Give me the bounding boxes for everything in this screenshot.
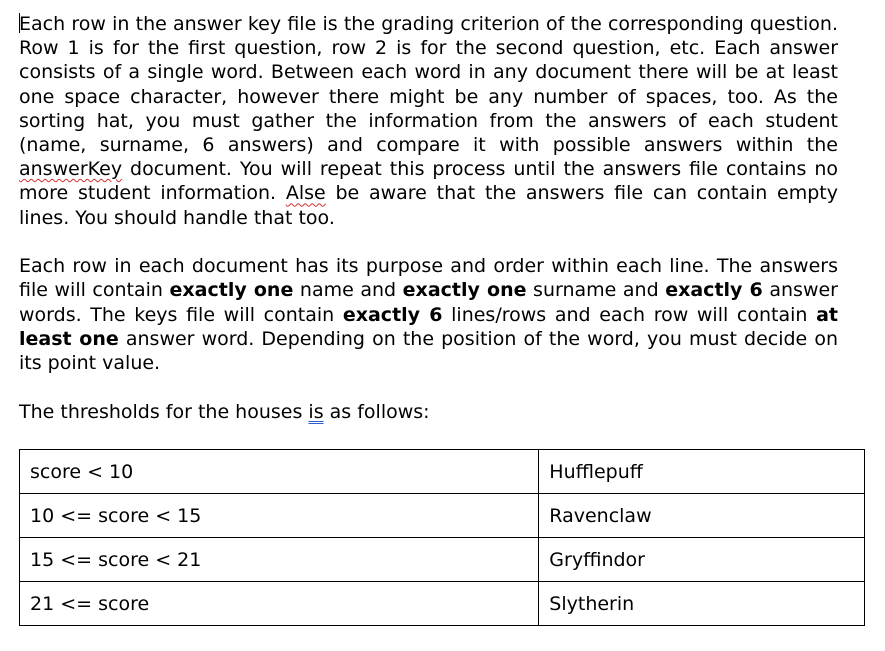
document-body[interactable] <box>19 12 838 424</box>
paragraph-answer-key-text-1: Each row in the answer key file is the grading criterion of the corresponding question. Row 1 is for the first question, row 2 is for the second question, etc. Each answer consists of a single word. Between each word in any document there will be at least one space character, however there might be any number of spaces, too. As the sorting hat, you must gather the information from the answers of each student (name, surname, 6 answers) and compare it with possible answers within the <box>19 13 838 157</box>
bold-exactly-6-answers: exactly 6 <box>665 279 763 302</box>
bold-exactly-6-lines: exactly 6 <box>342 303 443 326</box>
paragraph-answer-key-text-2: document. You will repeat this process until the answers file contains no more student information. <box>19 158 838 205</box>
paragraph-rows-text-6: answer word. Depending on the position of the word, you must decide on its point value. <box>19 327 838 375</box>
paragraph-thresholds-intro <box>19 400 838 424</box>
paragraph-answer-key-text-3: be aware that the answers file can contain empty lines. You should handle that too. <box>19 182 838 229</box>
spelling-flag-answerkey[interactable]: answerKey <box>19 158 123 181</box>
paragraph-rows-text-2: name and <box>293 279 403 302</box>
table-cell-house[interactable]: Ravenclaw <box>539 494 865 538</box>
table-cell-score[interactable]: 15 <= score < 21 <box>20 538 539 582</box>
table-cell-house[interactable]: Hufflepuff <box>539 450 865 494</box>
thresholds-intro-text-1: The thresholds for the houses <box>19 400 309 423</box>
paragraph-rows-text-4: answer words. The keys file will contain <box>19 279 838 326</box>
paragraph-rows-text-3: surname and <box>526 279 666 302</box>
house-thresholds-table <box>19 449 865 626</box>
table-row <box>20 582 865 626</box>
table-cell-score[interactable]: score < 10 <box>20 450 539 494</box>
paragraph-rows-text-5: lines/rows and each row will contain <box>442 303 817 326</box>
table-cell-house[interactable]: Gryffindor <box>539 538 865 582</box>
thresholds-intro-text-2: as follows: <box>323 400 430 423</box>
table-row <box>20 538 865 582</box>
bold-at-least-one: at least one <box>19 303 838 350</box>
grammar-flag-is[interactable]: is <box>308 400 324 423</box>
spelling-flag-alse[interactable]: Alse <box>285 182 326 205</box>
bold-exactly-one-surname: exactly one <box>402 279 527 302</box>
paragraph-document-rows <box>19 254 838 375</box>
paragraph-answer-key <box>19 12 838 230</box>
table-cell-score[interactable]: 21 <= score <box>20 582 539 626</box>
table-cell-score[interactable]: 10 <= score < 15 <box>20 494 539 538</box>
bold-exactly-one-name: exactly one <box>169 279 294 302</box>
paragraph-rows-text-1: Each row in each document has its purpose and order within each line. The answers file will contain <box>19 255 838 302</box>
table-row <box>20 450 865 494</box>
table-row <box>20 494 865 538</box>
table-cell-house[interactable]: Slytherin <box>539 582 865 626</box>
